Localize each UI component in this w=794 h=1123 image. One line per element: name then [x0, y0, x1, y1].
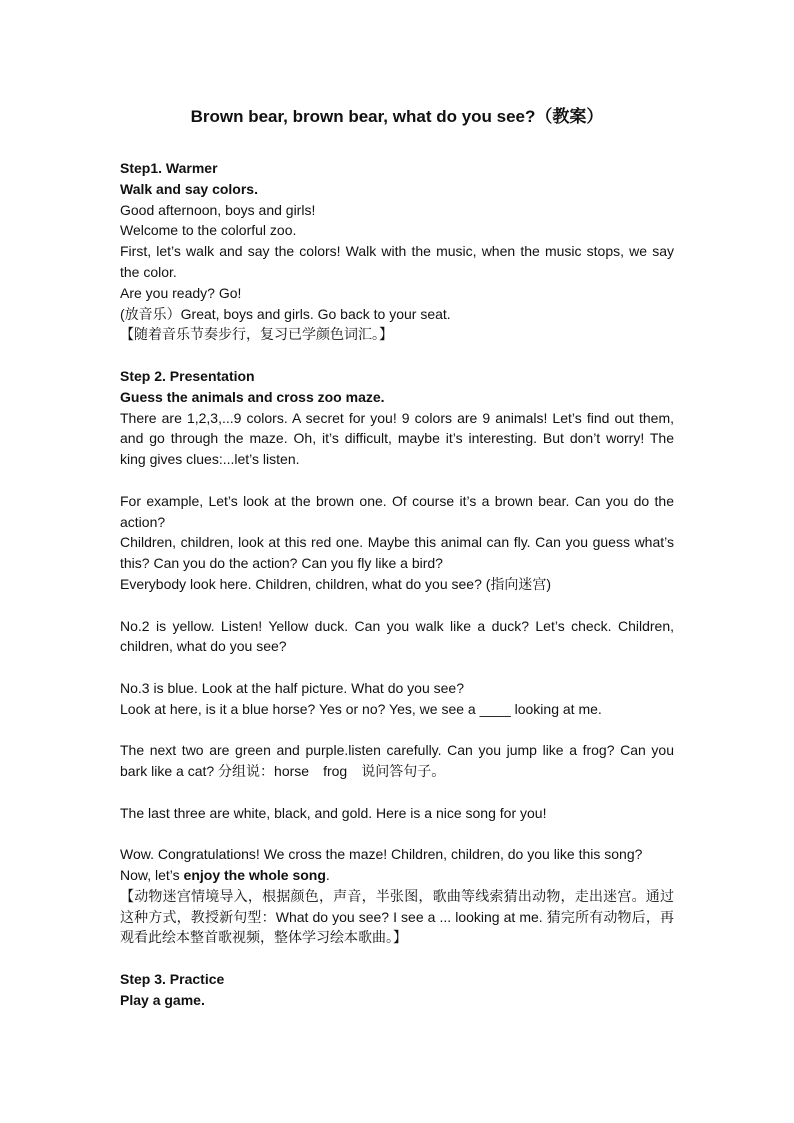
step2-wow: Wow. Congratulations! We cross the maze! Children, children, do you like this song? — [120, 846, 643, 863]
now-suffix: . — [325, 867, 330, 884]
paragraph-gap — [120, 782, 674, 803]
step1-line: First, let’s walk and say the colors! Walk with the music, when the music stops, we say the color. — [120, 243, 674, 280]
step2-heading: Step 2. Presentation — [120, 367, 255, 384]
step1-note: 【随着音乐节奏步行，复习已学颜色词汇。】 — [120, 326, 393, 343]
paragraph-gap — [120, 720, 674, 741]
paragraph-gap — [120, 824, 674, 845]
step2-next-two: The next two are green and purple.listen carefully. Can you jump like a frog? Can you bark like a cat? 分组说：horse frog 说问答句子。 — [120, 742, 674, 780]
paragraph-gap — [120, 948, 674, 969]
paragraph-gap — [120, 657, 674, 678]
step2-no2: No.2 is yellow. Listen! Yellow duck. Can you walk like a duck? Let’s check. Children, children, what do you see? — [120, 617, 674, 655]
step2-subheading: Guess the animals and cross zoo maze. — [120, 388, 385, 405]
step2-example-look: Everybody look here. Children, children, what do you see? (指向迷宫) — [120, 575, 552, 592]
step1-line: Welcome to the colorful zoo. — [120, 222, 297, 239]
now-bold: enjoy the whole song — [183, 867, 326, 884]
document-title: Brown bear, brown bear, what do you see?（教案） — [190, 107, 604, 126]
step3-heading: Step 3. Practice — [120, 971, 225, 988]
step1-heading: Step1. Warmer — [120, 160, 218, 176]
step1-line: Good afternoon, boys and girls! — [120, 201, 316, 218]
step1-line: Are you ready? Go! — [120, 284, 242, 301]
step2-now — [120, 865, 674, 886]
step1-subheading: Walk and say colors. — [120, 180, 258, 197]
step2-example-brown: For example, Let’s look at the brown one. Of course it’s a brown bear. Can you do the action? — [120, 492, 674, 530]
step2-no3-a: No.3 is blue. Look at the half picture. What do you see? — [120, 679, 464, 696]
step2-last-three: The last three are white, black, and gold. Here is a nice song for you! — [120, 804, 547, 821]
step3-subheading: Play a game. — [120, 991, 205, 1008]
step1-line: (放音乐）Great, boys and girls. Go back to your seat. — [120, 305, 451, 322]
step2-no3-b: Look at here, is it a blue horse? Yes or no? Yes, we see a ____ looking at me. — [120, 700, 602, 717]
step2-intro: There are 1,2,3,...9 colors. A secret for you! 9 colors are 9 animals! Let’s find out them, and go through the maze. Oh, it’s difficult, maybe it’s interesting. But don’t worry! The king gives clues:...let’s listen. — [120, 409, 674, 468]
document-body — [120, 158, 674, 1011]
step2-example-red: Children, children, look at this red one. Maybe this animal can fly. Can you guess what’s this? Can you do the action? Can you fly like a bird? — [120, 534, 674, 572]
paragraph-gap — [120, 345, 674, 366]
paragraph-gap — [120, 470, 674, 491]
step2-note: 【动物迷宫情境导入，根据颜色，声音，半张图，歌曲等线索猜出动物，走出迷宫。通过这种方式，教授新句型：What do you see? I see a ... looking at me. 猜完所有动物后，再观看此绘本整首歌视频，整体学习绘本歌曲。】 — [120, 887, 674, 946]
paragraph-gap — [120, 595, 674, 616]
now-prefix: Now, let’s — [120, 867, 184, 884]
